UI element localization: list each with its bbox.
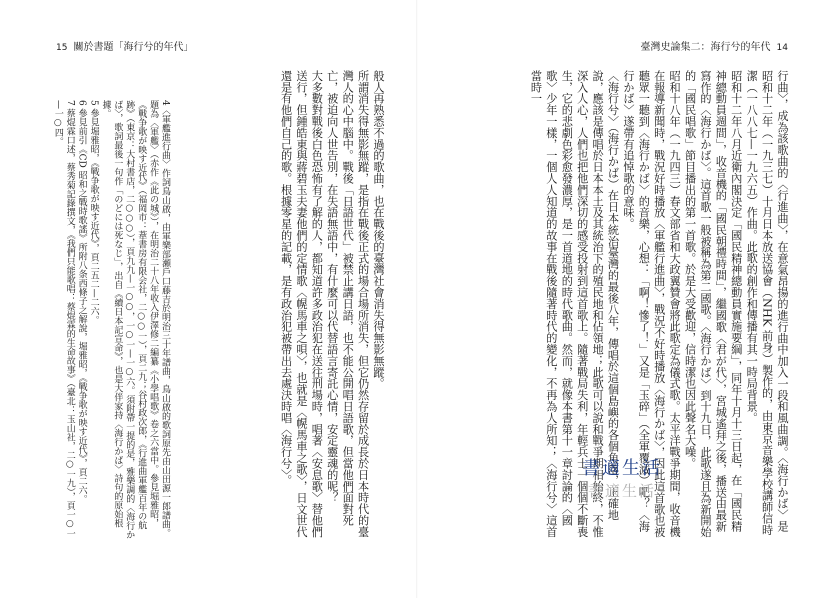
left-body-text (196, 70, 386, 540)
watermark-stamp (582, 454, 678, 520)
body-paragraph: 大多數對戰後白色恐怖有了解的人，都知道許多政治犯在送往刑場時，唱著〈安息歌〉替他們送行，但鍾皓東與蔣碧玉夫妻他們的定情歌〈幌馬車之唄〉，也就是〈幌馬車之歌〉，日文世代還是有他們自己的歌。根據零星的記載，是有政治犯被帶出去處決時唱〈海行兮〉。 (279, 70, 324, 538)
body-paragraph: 行曲〉，成為該歌曲的〈行進曲〉，在意氣昂揚的進行曲中加入一段和風曲調。〈海行かば〉是昭和十二年（一九三七）十月日本放送協會（NHK 前身）製作的，由東京音樂學校講師信時潔（一八八七—一九六五）作曲。此歌的創作和傳播有其一時局背景。 (745, 70, 789, 536)
left-running-header (56, 38, 193, 53)
footnote: 4〈軍艦進行曲〉作詞鳥山啟，由軍樂部瀬戶口藤吉於明治三十年譜曲，鳥山啟的歌詞原先由山田源一郎譜曲。題為〈軍艦〉（赤作《此の城》），在明治二十八年收入伊澤修二編纂《小學唱歌》卷之六當中。參見堀雅昭，《戰争歌が映す近代》（福岡市：葦書房有限会社，二○○一），頁二九；谷村政次郎，《行進曲軍艦百年の航跡》（東京：大村書店，二○○○），頁九九—一○○，一○一—一○六。須附帶一提的是，雅樂調的〈海行かば〉，歌詞最後一句作「のどには死なじ」，出自《續日本記宣命》，也是大伴家持〈海行かば〉詩句的原始根據。 (100, 100, 170, 539)
left-page-number: 15 (56, 43, 68, 53)
right-running-header (641, 38, 788, 53)
body-paragraph: 〈海行兮〉（海行かば）在日本統治臺灣的最後八年，傳唱於這個島嶼的各個角落，正確地說，應該是傳唱於日本本土及其統治下的殖民地和佔領地；此歌可以說和戰爭期相始終，不惟深入人心，人們也把他們深切的感受投射到這首歌上。隨著戰局失利，年輕兵士一個個不斷喪生，它的悲劇色彩愈發濃厚，是一首道地的時代歌曲。然而，就像本書第十一章討論的〈國歌〉少年一樣，一個人人知道的故事在戰後隨著時代的變化，不再為人所知；〈海行兮〉這首當時一 (529, 70, 620, 538)
footnote: 7 蔡焜霖口述，蔡秀菊記錄撰文，《我們只能歌唱：蔡焜霖的生命故事》（臺北：玉山社，二○一九），頁一○一—一○四。 (52, 100, 75, 539)
footnotes (52, 100, 170, 540)
footnote: 6 參見前引《CD 昭和之戰時歌謠》所附八条西條子之解說，堀雅昭，《戰争歌が映す近代》，頁二六。 (76, 100, 87, 504)
right-running-head: 臺灣史論集二：海行兮的年代 (640, 42, 771, 53)
body-paragraph: 昭和十八年（一九四三）春文部省和大政翼贊會將此歌定為儀式歌。太平洋戰爭期間，收音機在報導新聞時，戰況好時播放〈軍艦行進曲〉，戰況不好時播放〈海行かば〉，因此這首歌也被聽眾一聽到〈海行かば〉的音樂，心想：「啊！慘了！」又是「玉碎」（全軍覆滅）吧？〈海行かば〉遂帶有追悼歌的意味。 (621, 70, 682, 538)
body-paragraph: 昭和十二年八月近衛內閣決定「國民精神總動員實施要綱」，同年十月十三日起，在「國民精神總動員週間」，收音機的「國民朝禮時間」，繼國歌〈君が代〉，宮城遙拜之後，播送由最新寫作的〈海行かば〉。這首歌一般被稱為第二國歌。〈海行かば〉到十九日，此歌遂且為新開始的「國民唱歌」節目播出的第一首歌。於是大受歡迎，信時潔也因此聲名大噪。 (683, 70, 743, 538)
watermark-upper: 書適生活 (582, 458, 662, 479)
watermark-lower: 書適生活 (588, 482, 657, 500)
footnote: 5 參見堀雅昭，《戰争歌が映す近代》，頁二五二—二六。 (88, 100, 99, 325)
body-paragraph: 所謂消失得無影無蹤，是指在戰後正式的場合場所消失，但它仍然存留於成長於日本時代的臺灣人的心中腦中。戰後「日語世代」被禁止講日語，也不能公開唱日語歌，但當他們面對死亡，被迫向人世告別，在失語無語中，有什麼可以代替語言寄託心情，安定靈魂的呢？ (325, 70, 370, 538)
body-paragraph: 般人再熟悉不過的歌曲，也在戰後的臺灣社會消失得無影無蹤。 (372, 70, 385, 390)
right-page-number: 14 (776, 43, 788, 53)
left-running-head: 關於書題「海行兮的年代」 (73, 42, 194, 53)
